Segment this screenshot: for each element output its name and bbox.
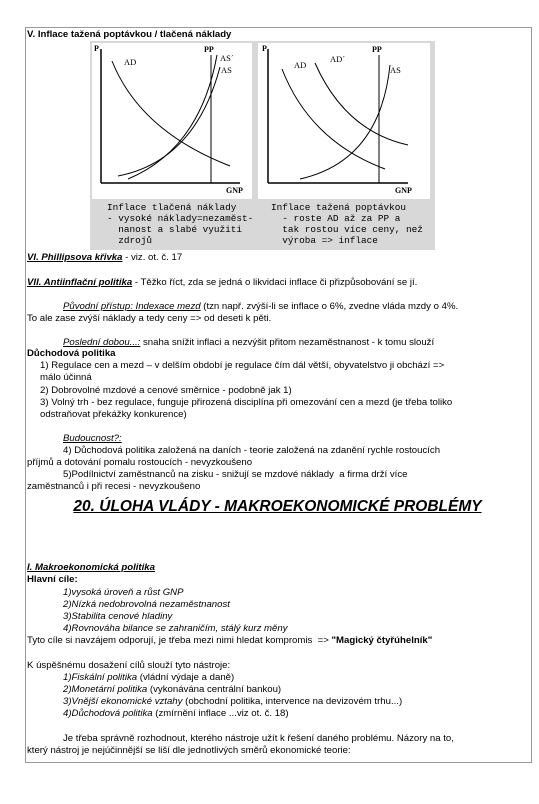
section-7-title: VII. Antiinflační politika [27,277,133,288]
tool-desc: (obchodní politika, intervence na devizovém trhu...) [182,696,403,707]
left-pp-label: PP [204,45,214,54]
p1-line1 [63,301,458,312]
future-item: 5)Podílnictví zaměstnanců na zisku - snižují se mzdové náklady a firma drží více [63,469,408,480]
tool-item [63,684,281,695]
p1-line2: To ale zase zvýší náklady a tedy ceny => od deseti k pěti. [27,313,272,324]
tool-name: 3)Vnější ekonomické vztahy [63,696,183,707]
goal-item: 3)Stabilita cenové hladiny [63,611,173,622]
goal-item: 1)vysoká úroveň a růst GNP [63,587,184,598]
section-7 [27,277,417,288]
section-1-title: I. Makroekonomická politika [27,562,155,573]
tool-name: 1)Fiskální politika [63,672,138,683]
final-line: který nástroj je nejúčinnější se liší dle jednotlivých směrů ekonomické teorie: [27,745,351,756]
tool-desc: (zmírnění inflace ...viz ot. č. 18) [152,708,289,719]
section-7-rest: - Těžko říct, zda se jedná o likvidaci inflace či přizpůsobování se jí. [132,277,418,288]
tool-desc: (vládní výdaje a daně) [137,672,235,683]
section-6-title: VI. Phillipsova křivka [27,252,123,263]
section-5-title: V. Inflace tažená poptávkou / tlačená náklady [27,29,232,40]
dp-item: 2) Dobrovolné mzdové a cenové směrnice - podobně jak 1) [40,385,292,396]
future-item: zaměstnanců i při recesi - nevyzkoušeno [27,481,201,492]
tool-item [63,708,289,719]
p1-label: Původní přístup: Indexace mezd [63,301,201,312]
tool-item [63,696,402,707]
dp-item: málo účinná [40,372,92,383]
dp-title: Důchodová politika [27,348,116,359]
section-6 [27,252,182,263]
tool-item [63,672,234,683]
tools-intro: K úspěšnému dosažení cílů slouží tyto nástroje: [27,660,231,671]
final-line: Je třeba správně rozhodnout, kterého nástroje užít k řešení daného problému. Názory na to, [63,733,454,744]
p2-line [63,337,434,348]
p2-rest: snaha snížit inflaci a nezvýšit přitom nezaměstnanost - k tomu slouží [140,337,435,348]
p2-label: Poslední dobou...: [63,337,141,348]
dp-item: 1) Regulace cen a mezd – v delším období je regulace čím dál větší, obyvatelstvo ji obchází => [40,360,445,371]
left-gnp-label: GNP [226,186,243,195]
caption-right: Inflace tažená poptávkou - roste AD až za PP a tak rostou více ceny, než výroba => inflace [271,202,423,246]
future-label: Budoucnost?: [63,433,122,444]
left-p-label: P [94,44,99,53]
conflict-line [27,635,432,646]
left-ad-label: AD [124,57,137,67]
dp-item: odstraňovat překážky konkurence) [40,409,187,420]
goal-item: 4)Rovnováha bilance se zahraničím, stálý kurz měny [63,623,288,634]
right-pp-label: PP [372,45,382,54]
right-ad-label: AD [294,60,307,70]
caption-left: Inflace tlačená náklady - vysoké náklady=nezaměst- nanost a slabé využiti zdrojů [107,202,254,246]
left-as-label: AS [221,65,232,75]
tool-name: 2)Monetární politika [63,684,148,695]
tool-name: 4)Důchodová politika [63,708,153,719]
chapter-20-title: 20. ÚLOHA VLÁDY - MAKROEKONOMICKÉ PROBLÉMY [73,498,482,515]
dp-item: 3) Volný trh - bez regulace, funguje přirozená disciplína při omezování cen a mezd (je třeba toliko [40,397,453,408]
right-as-label: AS [390,65,401,75]
magic-quadrangle: "Magický čtyřúhelník" [331,635,433,646]
p1-rest: (tzn např. zvýší-li se inflace o 6%, zvedne vláda mzdy o 4%. [200,301,459,312]
right-p-label: P [262,44,267,53]
right-ad-prime-label: AD´ [330,54,346,64]
future-item: 4) Důchodová politika založená na daních - teorie založená na zdanění rychle rostoucích [63,445,441,456]
conflict-text: Tyto cíle si navzájem odporují, je třeba mezi nimi hledat kompromis => [27,635,332,646]
section-6-rest: - viz. ot. č. 17 [122,252,183,263]
future-item: příjmů a dotování pomalu rostoucích - nevyzkoušeno [27,457,253,468]
left-as-prime-label: AS´ [220,53,234,63]
right-gnp-label: GNP [395,186,412,195]
goals-title: Hlavní cíle: [27,574,78,585]
tool-desc: (vykonávána centrální bankou) [147,684,282,695]
goal-item: 2)Nízká nedobrovolná nezaměstnanost [63,599,230,610]
